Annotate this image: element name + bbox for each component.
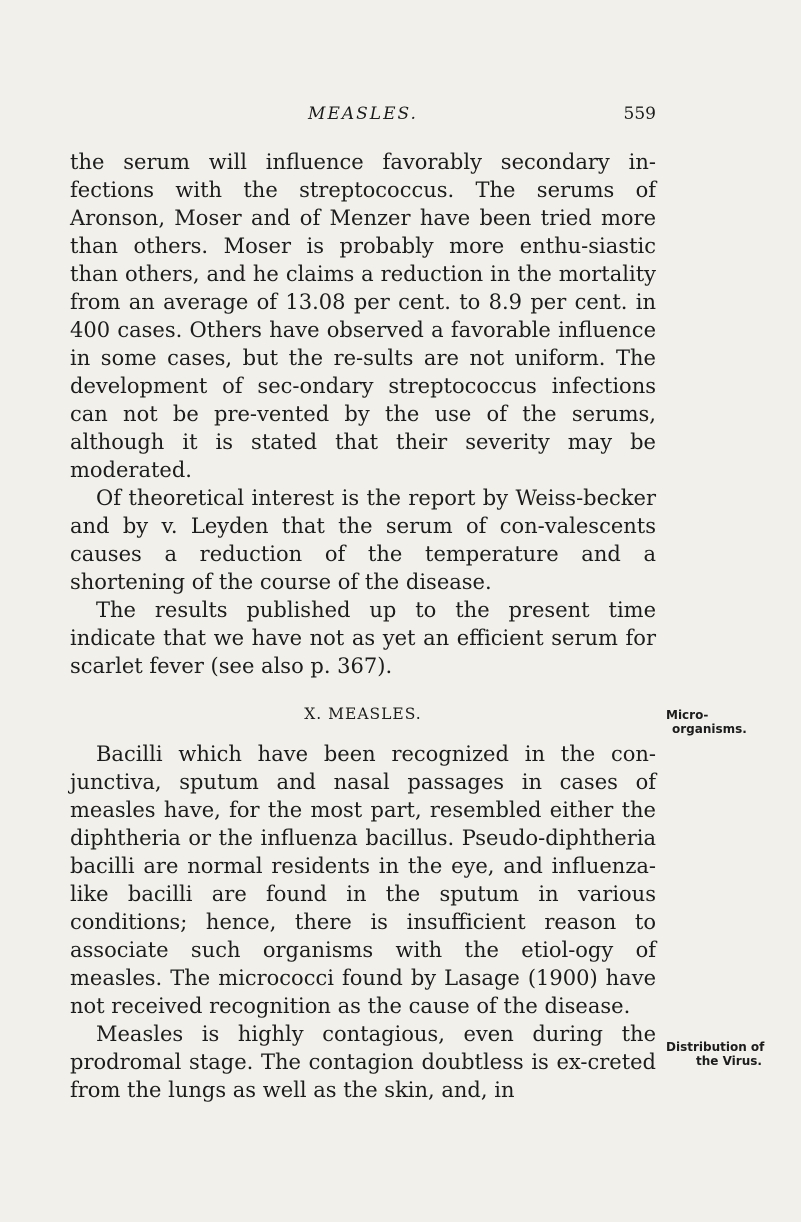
page-number: 559 [623,104,656,124]
body-text [70,148,656,1104]
running-title: MEASLES. [308,104,418,124]
paragraph-serum-influence: the serum will influence favorably secondary in-fections with the streptococcus. The serums of Aronson, Moser and of Menzer have been tried more than others. Moser is probably more enthu-siastic than others, and he claims a reduction in the mortality from an average of 13.08 per cent. to 8.9 per cent. in 400 cases. Others have observed a favorable influence in some cases, but the re-sults are not uniform. The development of sec-ondary streptococcus infections can not be pre-vented by the use of the serums, although it is stated that their severity may be moderated. [70,150,656,482]
marginal-line: Micro- [666,708,709,722]
marginal-line: Distribution of [666,1040,765,1054]
running-head [70,104,656,134]
marginal-note-distribution [666,1040,801,1068]
paragraph-theoretical-interest: Of theoretical interest is the report by Weiss-becker and by v. Leyden that the serum of con-valescents causes a reduction of the temperature and a shortening of the course of the disease. [70,486,656,594]
marginal-line: organisms. [672,722,747,736]
paragraph-contagion: Measles is highly contagious, even during the prodromal stage. The contagion doubtless is ex-creted from the lungs as well as the skin, and, in [70,1022,656,1102]
paragraph-results-published: The results published up to the present time indicate that we have not as yet an efficient serum for scarlet fever (see also p. 367). [70,598,656,678]
marginal-line: the Virus. [696,1054,762,1068]
paragraph-bacilli: Bacilli which have been recognized in the con-junctiva, sputum and nasal passages in cases of measles have, for the most part, resembled either the diphtheria or the influenza bacillus. Pseudo-diphtheria bacilli are normal residents in the eye, and influenza-like bacilli are found in the sputum in various conditions; hence, there is insufficient reason to associate such organisms with the etiol-ogy of measles. The micrococci found by Lasage (1900) have not received recognition as the cause of the disease. [70,742,656,1018]
section-heading: X. MEASLES. [304,705,422,723]
marginal-note-micro-organisms [666,708,786,736]
